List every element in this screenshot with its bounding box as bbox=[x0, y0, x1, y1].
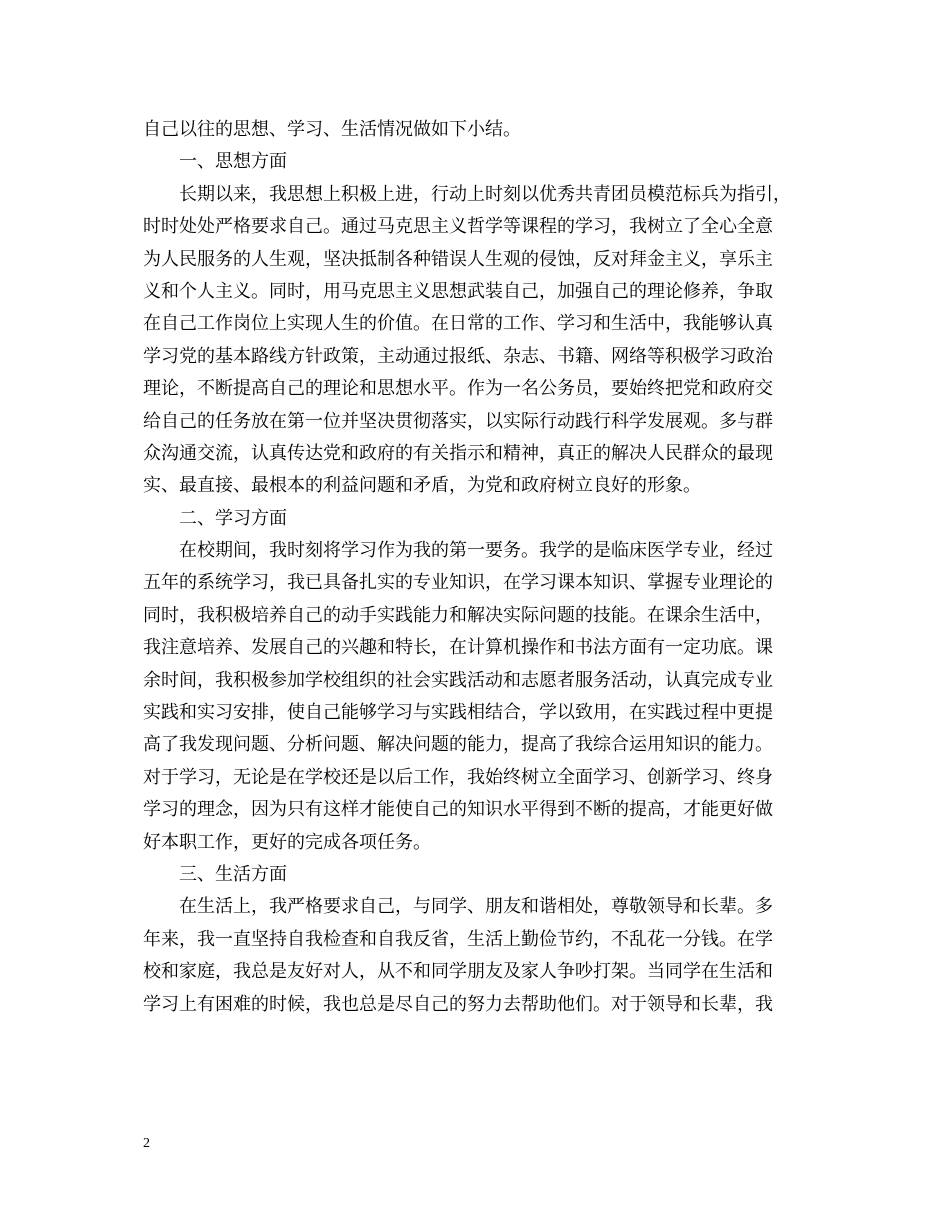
text-line: 实、最直接、最根本的利益问题和矛盾，为党和政府树立良好的形象。 bbox=[143, 475, 701, 497]
text-line: 对于学习，无论是在学校还是以后工作，我始终树立全面学习、创新学习、终身 bbox=[143, 766, 773, 788]
section-heading: 二、学习方面 bbox=[179, 507, 287, 529]
text-line: 在自己工作岗位上实现人生的价值。在日常的工作、学习和生活中，我能够认真 bbox=[143, 313, 773, 335]
section-heading: 一、思想方面 bbox=[179, 151, 287, 173]
text-line: 学习党的基本路线方针政策，主动通过报纸、杂志、书籍、网络等积极学习政治 bbox=[143, 345, 773, 367]
text-line: 给自己的任务放在第一位并坚决贯彻落实，以实际行动践行科学发展观。多与群 bbox=[143, 410, 773, 432]
text-line: 年来，我一直坚持自我检查和自我反省，生活上勤俭节约，不乱花一分钱。在学 bbox=[143, 928, 773, 950]
text-line: 我注意培养、发展自己的兴趣和特长，在计算机操作和书法方面有一定功底。课 bbox=[143, 637, 773, 659]
section-heading: 三、生活方面 bbox=[179, 863, 287, 885]
text-line: 众沟通交流，认真传达党和政府的有关指示和精神，真正的解决人民群众的最现 bbox=[143, 442, 773, 464]
text-line: 高了我发现问题、分析问题、解决问题的能力，提高了我综合运用知识的能力。 bbox=[143, 734, 773, 756]
page-number: 2 bbox=[143, 1136, 150, 1151]
text-line: 义和个人主义。同时，用马克思主义思想武装自己，加强自己的理论修养，争取 bbox=[143, 280, 773, 302]
text-line: 实践和实习安排，使自己能够学习与实践相结合，学以致用，在实践过程中更提 bbox=[143, 702, 773, 724]
text-line: 时时处处严格要求自己。通过马克思主义哲学等课程的学习，我树立了全心全意 bbox=[143, 216, 773, 238]
text-line: 校和家庭，我总是友好对人，从不和同学朋友及家人争吵打架。当同学在生活和 bbox=[143, 961, 773, 983]
text-line: 余时间，我积极参加学校组织的社会实践活动和志愿者服务活动，认真完成专业 bbox=[143, 669, 773, 691]
text-line: 好本职工作，更好的完成各项任务。 bbox=[143, 831, 431, 853]
body-text bbox=[143, 114, 811, 1021]
text-line: 在生活上，我严格要求自己，与同学、朋友和谐相处，尊敬领导和长辈。多 bbox=[179, 896, 773, 918]
text-line: 在校期间，我时刻将学习作为我的第一要务。我学的是临床医学专业，经过 bbox=[179, 540, 773, 562]
text-line: 自己以往的思想、学习、生活情况做如下小结。 bbox=[143, 119, 521, 140]
text-line: 五年的系统学习，我已具备扎实的专业知识，在学习课本知识、掌握专业理论的 bbox=[143, 572, 773, 594]
text-line: 理论，不断提高自己的理论和思想水平。作为一名公务员，要始终把党和政府交 bbox=[143, 378, 773, 400]
text-line: 同时，我积极培养自己的动手实践能力和解决实际问题的技能。在课余生活中， bbox=[143, 604, 773, 626]
text-line: 学习上有困难的时候，我也总是尽自己的努力去帮助他们。对于领导和长辈，我 bbox=[143, 993, 773, 1015]
text-line: 学习的理念，因为只有这样才能使自己的知识水平得到不断的提高，才能更好做 bbox=[143, 799, 773, 821]
text-line: 为人民服务的人生观，坚决抵制各种错误人生观的侵蚀，反对拜金主义，享乐主 bbox=[143, 248, 773, 270]
text-line: 长期以来，我思想上积极上进，行动上时刻以优秀共青团员模范标兵为指引， bbox=[179, 183, 791, 205]
